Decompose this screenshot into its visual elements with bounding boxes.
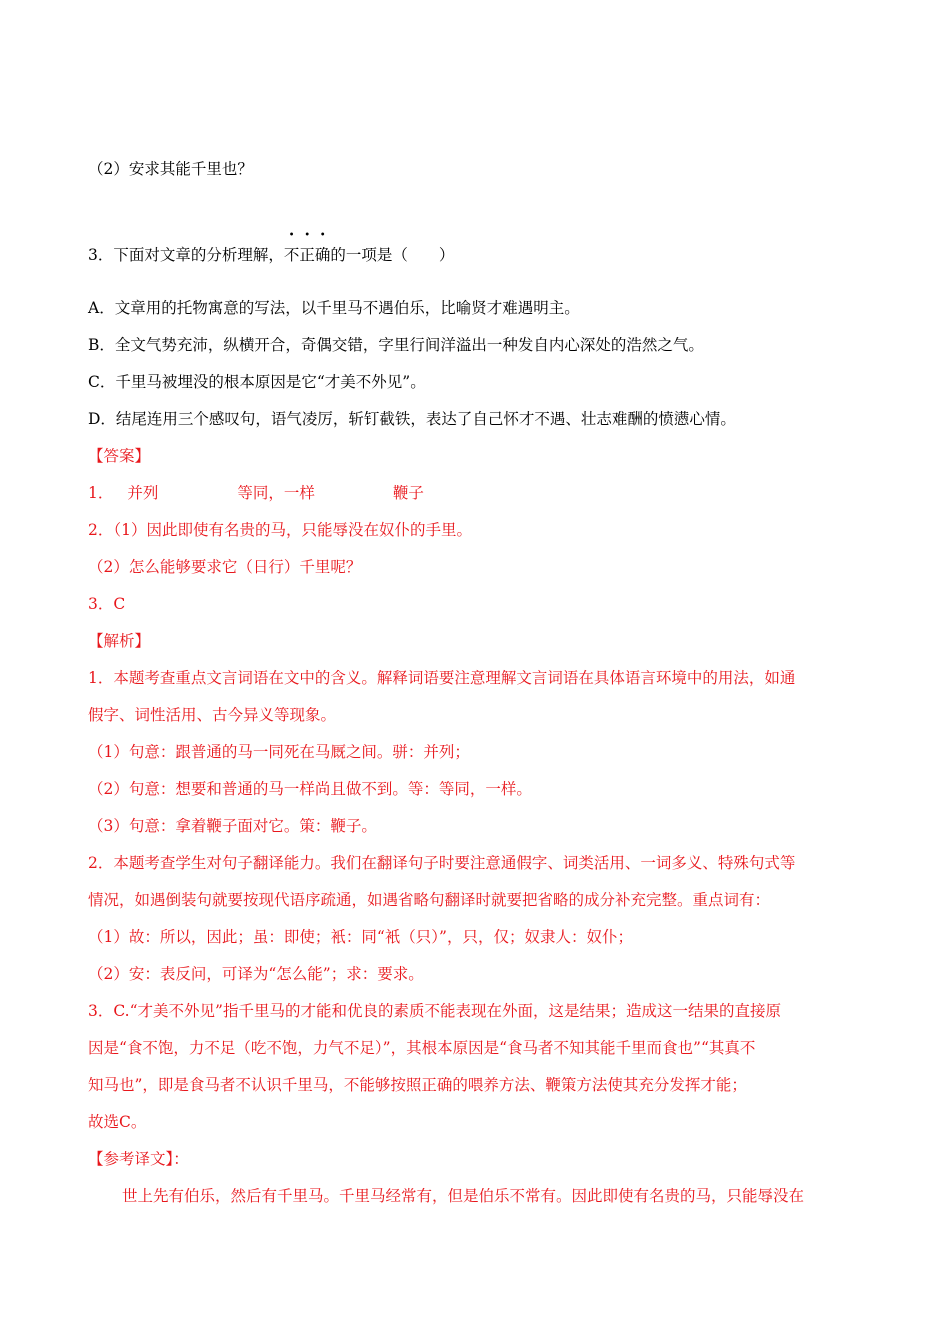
question-3-stem: [88, 243, 454, 267]
analysis-line: 故选C。: [88, 1113, 147, 1131]
option-c: C．千里马被埋没的根本原因是它“才美不外见”。: [88, 373, 426, 391]
translation-line-1: 世上先有伯乐，然后有千里马。千里马经常有，但是伯乐不常有。因此即使有名贵的马，只能辱没在: [122, 1187, 805, 1205]
answer-1-item-2: 等同，一样: [237, 484, 315, 502]
answer-1-item-3: 鞭子: [392, 484, 424, 502]
answer-2-1: 2．（1）因此即使有名贵的马，只能辱没在奴仆的手里。: [88, 521, 472, 539]
answer-1-item-1: 并列: [127, 484, 159, 502]
answer-3: 3．C: [88, 595, 126, 613]
answer-2-2: （2）怎么能够要求它（日行）千里呢？: [88, 558, 362, 576]
analysis-line: （3）句意：拿着鞭子面对它。策：鞭子。: [88, 817, 377, 835]
analysis-line: （1）故：所以，因此；虽：即使；衹：同“衹（只）”，只，仅；奴隶人：奴仆；: [88, 928, 633, 946]
answer-1-number: 1．: [88, 484, 114, 502]
emphasis-char-3: 确: [314, 246, 331, 264]
analysis-line: 因是“食不饱，力不足（吃不饱，力气不足）”，其根本原因是“食马者不知其能千里而食也”“其真不: [88, 1039, 756, 1057]
emphasis-char-2: 正: [299, 246, 315, 264]
question-2-sub-2: （2）安求其能千里也？: [88, 160, 253, 178]
question-3-prefix: 3．下面对文章的分析理解，: [88, 246, 284, 264]
analysis-heading: 【解析】: [88, 632, 151, 650]
analysis-line: 假字、词性活用、古今异义等现象。: [88, 706, 337, 724]
analysis-line: 知马也”，即是食马者不认识千里马，不能够按照正确的喂养方法、鞭策方法使其充分发挥才能；: [88, 1076, 747, 1094]
answer-1: [88, 481, 424, 505]
question-3-suffix: 的一项是（ ）: [330, 246, 455, 264]
analysis-line: 情况，如遇倒装句就要按现代语序疏通，如遇省略句翻译时就要把省略的成分补充完整。重点词有：: [88, 891, 771, 909]
option-b: B．全文气势充沛，纵横开合，奇偶交错，字里行间洋溢出一种发自内心深处的浩然之气。: [88, 336, 704, 354]
option-a: A．文章用的托物寓意的写法，以千里马不遇伯乐，比喻贤才难遇明主。: [88, 299, 580, 317]
answer-heading: 【答案】: [88, 447, 151, 465]
analysis-line: （1）句意：跟普通的马一同死在马厩之间。骈：并列；: [88, 743, 470, 761]
analysis-line: 3．C.“才美不外见”指千里马的才能和优良的素质不能表现在外面，这是结果；造成这一结果的直接原: [88, 1002, 781, 1020]
option-d: D．结尾连用三个感叹句，语气凌厉，斩钉截铁，表达了自己怀才不遇、壮志难酬的愤懑心情。: [88, 410, 736, 428]
analysis-line: 2．本题考查学生对句子翻译能力。我们在翻译句子时要注意通假字、词类活用、一词多义、特殊句式等: [88, 854, 796, 872]
analysis-line: （2）安：表反问，可译为“怎么能”；求：要求。: [88, 965, 424, 983]
translation-heading: 【参考译文】：: [88, 1150, 189, 1168]
analysis-line: （2）句意：想要和普通的马一样尚且做不到。等：等同，一样。: [88, 780, 532, 798]
analysis-line: 1．本题考查重点文言词语在文中的含义。解释词语要注意理解文言词语在具体语言环境中的用法，如通: [88, 669, 796, 687]
emphasis-char-1: 不: [283, 246, 300, 264]
